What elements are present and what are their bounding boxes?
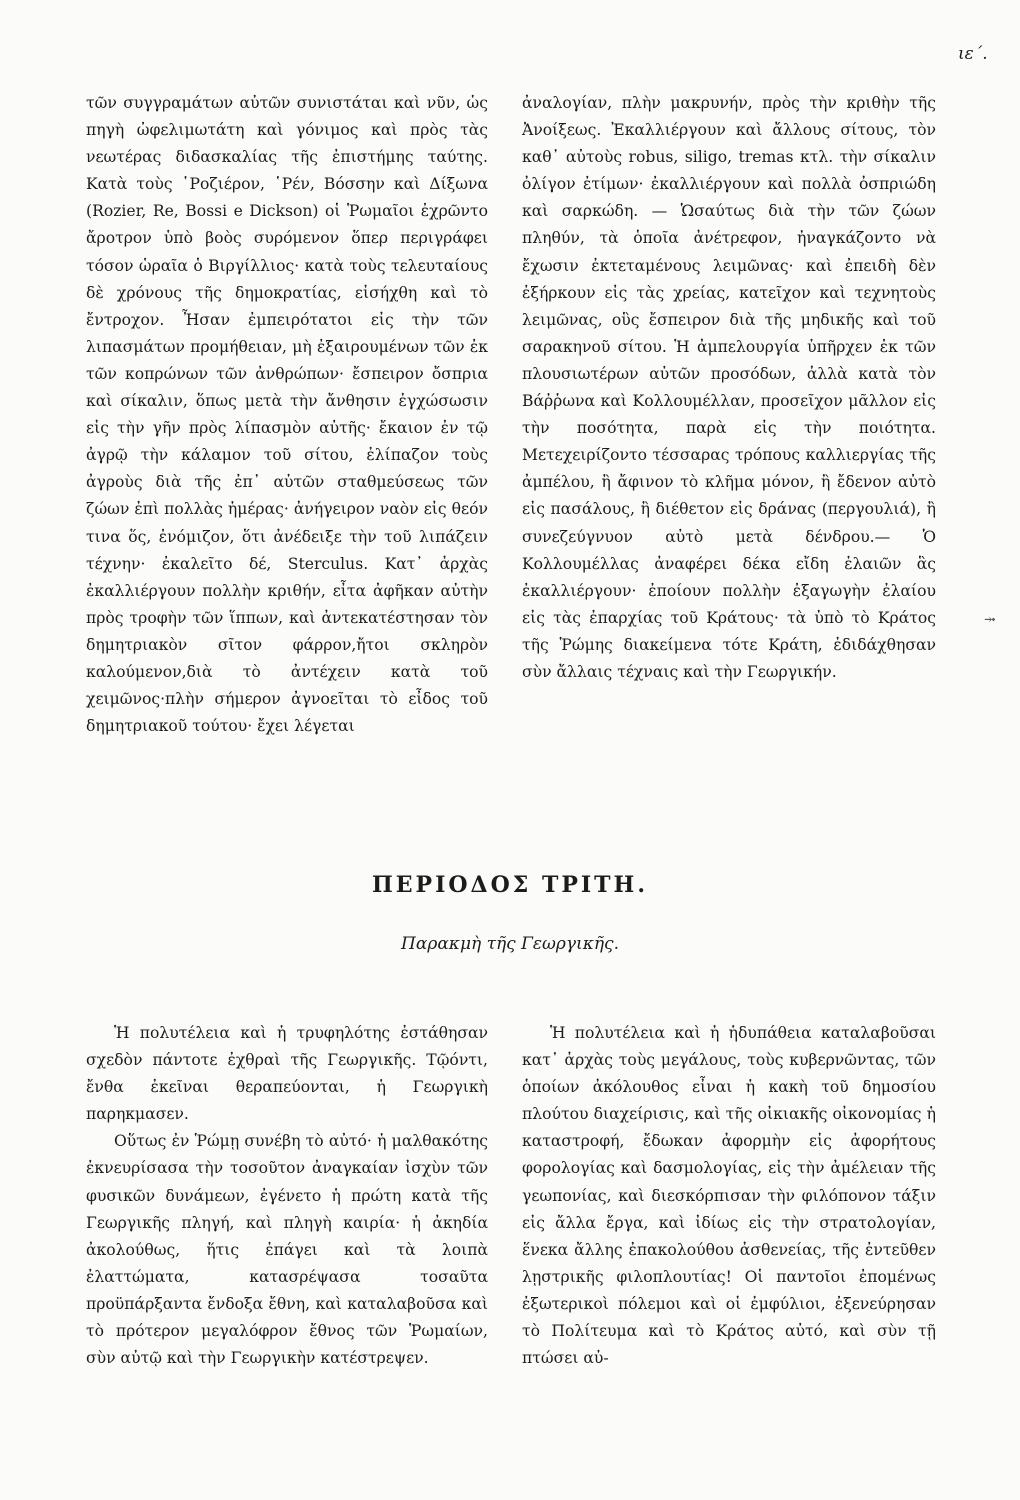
paragraph: ἀναλογίαν, πλὴν μακρυνήν, πρὸς τὴν κριθὴν τῆς Ἀνοίξεως. Ἐκαλλιέργουν καὶ ἄλλους σίτους, τὸν καθ᾽ αὐτοὺς robus, siligo, tremas κτλ. τὴν σίκαλιν ὀλίγον ἐτίμων· ἐκαλλιέργουν καὶ πολλὰ ὀσπριώδη καὶ σαρκώδη. — Ὡσαύτως διὰ τὴν τῶν ζώων πληθύν, τὰ ὁποῖα ἀνέτρεφον, ἠναγκάζοντο νὰ ἔχωσιν ἐκτεταμένους λειμῶνας· καὶ ἐπειδὴ δὲν ἐξήρκουν εἰς τὰς χρείας, κατεῖχον καὶ τεχνητοὺς λειμῶνας, οὓς ἔσπειρον διὰ τῆς μηδικῆς καὶ τοῦ σαρακηνοῦ σίτου. Ἡ ἀμπελουργία ὑπῆρχεν ἐκ τῶν πλουσιωτέρων αὐτῶν προσόδων, ἀλλὰ κατὰ τὸν Βάῤῥωνα καὶ Κολλουμέλλαν, προσεῖχον μᾶλλον εἰς τὴν ποσότητα, παρὰ εἰς τὴν ποιότητα. Μετεχειρίζοντο τέσσαρας τρόπους καλλιεργίας τῆς ἀμπέλου, ἢ ἄφινον τὸ κλῆμα μόνον, ἢ ἔδενον αὐτὸ εἰς πασάλους, ἢ διέθετον εἰς δράνας (περγουλιά), ἢ συνεζεύγνυον αὐτὸ μετὰ δένδρου.— Ὁ Κολλουμέλλας ἀναφέρει δέκα εἴδη ἐλαιῶν ἃς ἐκαλλιέργουν· ἐποίουν πολλὴν ἐξαγωγὴν ἐλαίου εἰς τὰς ἐπαρχίας τοῦ Κράτους· τὰ ὑπὸ τὸ Κράτος τῆς Ῥώμης διακείμενα τότε Κράτη, ἐδιδάχθησαν σὺν ἄλλαις τέχναις καὶ τὴν Γεωργικήν. — [522, 94, 936, 681]
section-title: ΠΕΡΙΟΔΟΣ ΤΡΙΤΗ. — [371, 872, 648, 898]
section-subtitle: Παρακμὴ τῆς Γεωργικῆς. — [401, 934, 619, 954]
paragraph: Ἡ πολυτέλεια καὶ ἡ ἡδυπάθεια καταλαβοῦσαι κατ᾽ ἀρχὰς τοὺς μεγάλους, τοὺς κυβερνῶντας, τῶν ὁποίων ἀκόλουθος εἶναι ἡ κακὴ τοῦ δημοσίου πλούτου διαχείρισις, καὶ τῆς οἰκιακῆς οἰκονομίας ἡ καταστροφή, ἔδωκαν ἀφορμὴν εἰς ἀφορήτους φορολογίας καὶ δασμολογίας, εἰς τὴν ἀμέλειαν τῆς γεωπονίας, καὶ διεσκόρπισαν τὴν φιλόπονον τάξιν εἰς ἄλλα ἔργα, καὶ ἰδίως εἰς τὴν στρατολογίαν, ἕνεκα ἄλλης ἐπακολούθου ἀσθενείας, τῆς ἐντεῦθεν λῃστρικῆς φιλοπλουτίας! Οἱ παντοῖοι ἐπομένως ἐξωτερικοὶ πόλεμοι καὶ οἱ ἐμφύλιοι, ἐξενεύρησαν τὸ Πολίτευμα καὶ τὸ Κράτος αὐτό, καὶ σὺν τῇ πτώσει αὐ- — [522, 1024, 936, 1368]
margin-ornament-icon: ⤞ — [984, 612, 996, 628]
column-top-right — [522, 90, 936, 686]
page-number: ιε΄. — [958, 44, 988, 64]
paragraph: Ἡ πολυτέλεια καὶ ἡ τρυφηλότης ἐστάθησαν σχεδὸν πάντοτε ἐχθραὶ τῆς Γεωργικῆς. Τῷόντι, ἔνθα ἐκεῖναι θεραπεύονται, ἡ Γεωργικὴ παρηκμασεν. — [86, 1024, 488, 1124]
column-bottom-right — [522, 1020, 936, 1372]
paragraph: τῶν συγγραμάτων αὐτῶν συνιστάται καὶ νῦν, ὡς πηγὴ ὠφελιμωτάτη καὶ γόνιμος καὶ πρὸς τὰς νεωτέρας διδασκαλίας τῆς ἐπιστήμης ταύτης. Κατὰ τοὺς ῾Ροζιέρον, ῾Ρέν, Βόσσην καὶ Δίξωνα (Rozier, Re, Bossi e Dickson) οἱ Ῥωμαῖοι ἐχρῶντο ἄροτρον ὑπὸ βοὸς συρόμενον ὅπερ περιγράφει τόσον ὡραῖα ὁ Βιργίλλιος· κατὰ τοὺς τελευταίους δὲ χρόνους τῆς δημοκρατίας, εἰσήχθη καὶ τὸ ἔντροχον. Ἦσαν ἐμπειρότατοι εἰς τὴν τῶν λιπασμάτων προμήθειαν, μὴ ἐξαιρουμένων τῶν ἐκ τῶν κοπρώνων τῶν ἀνθρώπων· ἔσπειρον ὄσπρια καὶ σίκαλιν, ὅπως μετὰ τὴν ἄνθησιν ἐγχώσωσιν εἰς τὴν γῆν πρὸς λίπασμὸν αὐτῆς· ἔκαιον ἐν τῷ ἀγρῷ τὴν κάλαμον τοῦ σίτου, ἐλίπαζον τοὺς ἀγροὺς διὰ τῆς ἐπ᾽ αὐτῶν σταθμεύσεως τῶν ζώων ἐπὶ πολλὰς ἡμέρας· ἀνήγειρον ναὸν εἰς θεόν τινα ὅς, ἐνόμιζον, ὅτι ἀνέδειξε τὴν τοῦ λιπάζειν τέχνην· ἐκαλεῖτο δέ, Sterculus. Κατ᾽ ἀρχὰς ἐκαλλιέργουν πολλὴν κριθήν, εἶτα ἀφῆκαν αὐτὴν πρὸς τροφὴν τῶν ἵππων, καὶ ἀντεκατέστησαν τὸν δημητριακὸν σῖτον φάρρον,ἤτοι σκληρὸν καλούμενον,διὰ τὸ ἀντέχειν κατὰ τοῦ χειμῶνος·πλὴν σήμερον ἀγνοεῖται τὸ εἶδος τοῦ δημητριακοῦ τούτου· ἔχει λέγεται — [86, 94, 488, 736]
column-bottom-left — [86, 1020, 488, 1372]
paragraph: Οὕτως ἐν Ῥώμῃ συνέβη τὸ αὐτό· ἡ μαλθακότης ἐκνευρίσασα τὴν τοσοῦτον ἀναγκαίαν ἰσχὺν τῶν φυσικῶν δυνάμεων, ἐγένετο ἡ πρώτη κατὰ τῆς Γεωργικῆς πληγή, καὶ πληγὴ καιρία· ἡ ἀκηδία ἀκολούθως, ἥτις ἐπάγει καὶ τὰ λοιπὰ ἐλαττώματα, κατασρέψασα τοσαῦτα προϋπάρξαντα ἔνδοξα ἔθνη, καὶ καταλαβοῦσα καὶ τὸ πρότερον μεγαλόφρον ἔθνος τῶν Ῥωμαίων, σὺν αὐτῷ καὶ τὴν Γεωργικὴν κατέστρεψεν. — [86, 1132, 488, 1368]
column-top-left — [86, 90, 488, 740]
